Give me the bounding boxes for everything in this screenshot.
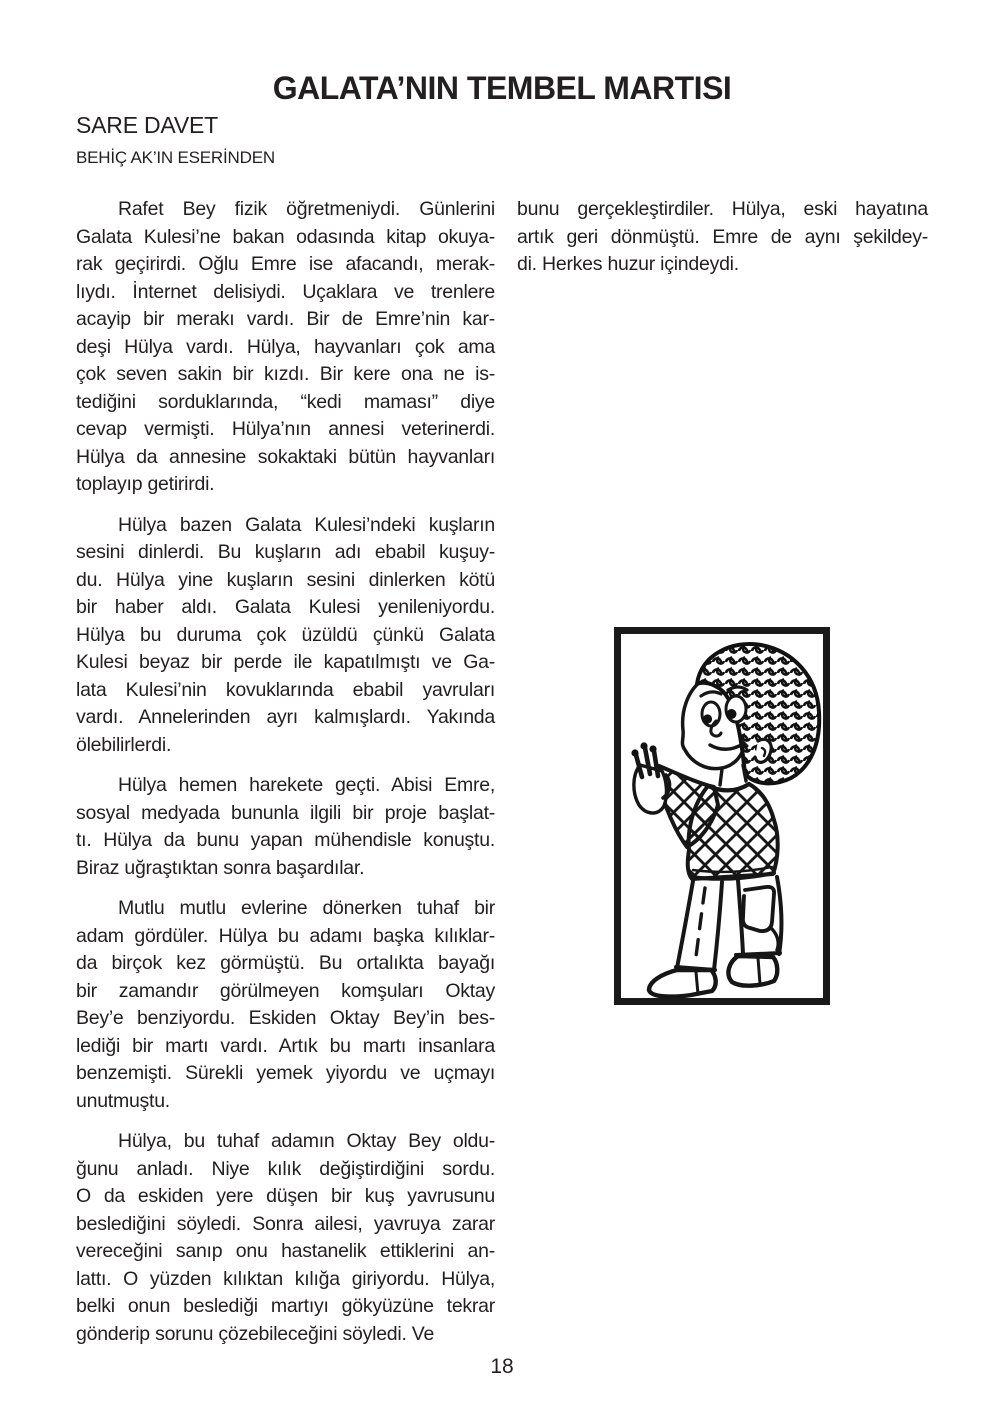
text-line: çok seven sakin bir kızdı. Bir kere ona ne is-: [76, 363, 495, 385]
text-line: bir haber aldı. Galata Kulesi yenileniyordu.: [76, 596, 495, 618]
text-line: Biraz uğraştıktan sonra başardılar.: [76, 856, 365, 879]
text-line: bir zamandır görülmeyen komşuları Oktay: [76, 979, 495, 1002]
paragraph: [76, 1128, 495, 1348]
text-line: Bey’e benziyordu. Eskiden Oktay Bey’in bes-: [76, 1007, 495, 1029]
text-line: cevap vermişti. Hülya’nın annesi veterinerdi.: [76, 418, 495, 440]
text-line: Rafet Bey fizik öğretmeniydi. Günlerini: [118, 198, 495, 220]
paragraph: [76, 772, 495, 882]
boy-pocket: [743, 887, 774, 931]
page-title: GALATA’NIN TEMBEL MARTISI: [272, 70, 732, 106]
text-line: vereceğini sanıp onu hastanelik ettiklerini an-: [76, 1240, 495, 1262]
boy-figure: [631, 644, 819, 997]
page-number: 18: [490, 1355, 514, 1378]
boy-nostril: [710, 732, 713, 735]
boy-fingertip: [631, 749, 638, 756]
text-line: Galata Kulesi’ne bakan odasında kitap okuya-: [76, 225, 495, 248]
text-column-right: [517, 196, 928, 292]
text-line: Hülya bazen Galata Kulesi’ndeki kuşların: [118, 513, 495, 536]
author-name: SARE DAVET: [76, 112, 218, 138]
text-line: du. Hülya yine kuşların sesini dinlerken kötü: [76, 568, 495, 591]
boy-shoe-back: [728, 956, 777, 986]
text-line: Hülya da annesine sokaktaki bütün hayvanları: [76, 445, 495, 468]
paragraph: [517, 196, 928, 279]
text-line: lediği bir martı vardı. Artık bu martı insanlara: [76, 1034, 495, 1057]
boy-fingertip: [649, 745, 656, 752]
boy-pupil-left: [703, 714, 712, 723]
boy-sweater: [688, 784, 778, 879]
text-line: lıydı. İnternet delisiydi. Uçaklara ve trenlere: [76, 280, 495, 303]
text-line: tı. Hülya da bunu yapan mühendisle konuştu.: [76, 829, 495, 851]
text-line: tediğini sorduklarında, “kedi maması” diye: [76, 390, 495, 413]
paragraph: [76, 196, 495, 499]
text-line: da birçok kez görmüştü. Bu ortalıkta bayağı: [76, 952, 495, 974]
text-line: benzemişti. Sürekli yemek yiyordu ve uçmayı: [76, 1062, 495, 1084]
text-line: lattı. O yüzden kılıktan kılığa giriyordu. Hülya,: [76, 1267, 495, 1290]
boy-shoe-heel-line: [696, 972, 698, 994]
boy-pupil-right: [727, 709, 737, 719]
text-line: ölebilirlerdi.: [76, 733, 172, 756]
text-line: vardı. Annelerinden ayrı kalmışlardı. Yakında: [76, 706, 495, 728]
boy-neck-line: [720, 769, 722, 785]
boy-seat-curve: [772, 929, 778, 950]
boy-shoe-front: [649, 970, 716, 997]
text-line: gönderip sorunu çözebileceğini söyledi. Ve: [76, 1322, 435, 1345]
boy-trouser-left-outer: [677, 881, 693, 968]
boy-shoe-heel-line: [758, 958, 760, 984]
text-line: sesini dinlerdi. Bu kuşların adı ebabil kuşuy-: [76, 541, 495, 563]
source-note: BEHİÇ AK’IN ESERİNDEN: [76, 148, 275, 167]
text-line: O da eskiden yere düşen bir kuş yavrusunu: [76, 1185, 495, 1207]
text-line: toplayıp getirirdi.: [76, 473, 215, 495]
text-line: sosyal medyada bununla ilgili bir proje başlat-: [76, 801, 495, 824]
paragraph: [76, 512, 495, 760]
boy-fingertip: [640, 742, 647, 749]
boy-illustration: [621, 634, 823, 998]
text-line: lata Kulesi’nin kovuklarında ebabil yavruları: [76, 678, 495, 701]
text-line: acayip bir merakı vardı. Bir de Emre’nin kar-: [76, 308, 495, 330]
boy-trouser-crease: [695, 888, 705, 964]
text-line: deşi Hülya vardı. Hülya, hayvanları çok ama: [76, 335, 495, 358]
paragraph: [76, 895, 495, 1115]
text-line: bunu gerçekleştirdiler. Hülya, eski hayatına: [517, 198, 928, 220]
text-column-left: [76, 196, 495, 1361]
text-line: Hülya bu duruma çok üzüldü çünkü Galata: [76, 623, 495, 646]
text-line: Kulesi beyaz bir perde ile kapatılmıştı ve Ga-: [76, 651, 495, 673]
text-line: Hülya, bu tuhaf adamın Oktay Bey oldu-: [118, 1130, 495, 1152]
text-line: di. Herkes huzur içindeydi.: [517, 253, 739, 275]
text-line: unutmuştu.: [76, 1089, 170, 1112]
text-line: belki onun beslediği martıyı gökyüzüne tekrar: [76, 1295, 495, 1317]
text-line: adam gördüler. Hülya bu adamı başka kılıklar-: [76, 924, 495, 947]
text-line: Hülya hemen harekete geçti. Abisi Emre,: [118, 774, 495, 796]
illustration-frame: [614, 627, 830, 1005]
text-line: beslediğini söyledi. Sonra ailesi, yavruya zarar: [76, 1212, 495, 1235]
text-line: rak geçirirdi. Oğlu Emre ise afacandı, merak-: [76, 253, 495, 275]
text-line: ğunu anladı. Niye kılık değiştirdiğini sordu.: [76, 1157, 495, 1180]
text-line: Mutlu mutlu evlerine dönerken tuhaf bir: [118, 897, 495, 919]
boy-trouser-left-inner: [714, 882, 722, 970]
text-line: artık geri dönmüştü. Emre de aynı şekildey-: [517, 225, 928, 248]
